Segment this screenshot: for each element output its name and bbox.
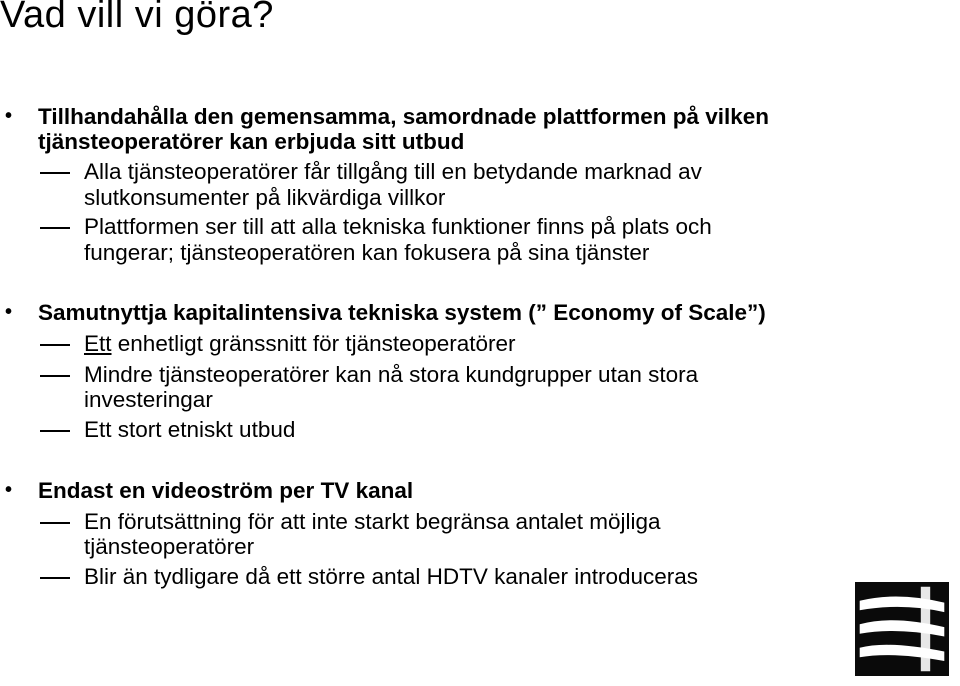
sub-bullet-line: Ett enhetligt gränssnitt för tjänsteoperatörer (0, 330, 516, 357)
sub-bullet-line: Blir än tydligare då ett större antal HDTV kanaler introduceras (0, 563, 698, 590)
sub-bullet-line-cont: tjänsteoperatörer (84, 534, 255, 559)
bullet-dot-icon: • (5, 479, 13, 501)
sub-bullet-line: Mindre tjänsteoperatörer kan nå stora kundgrupper utan stora (0, 361, 698, 388)
sub-bullet-line: En förutsättning för att inte starkt begränsa antalet möjliga (0, 508, 661, 535)
sub-bullet-line: Ett stort etniskt utbud (0, 416, 295, 443)
dash-marker-icon (40, 227, 70, 229)
sub-bullet-line-cont: slutkonsumenter på likvärdiga villkor (84, 185, 446, 210)
bullet-line: • Endast en videoström per TV kanal (5, 478, 414, 503)
slide-title: Vad vill vi göra? (0, 0, 274, 36)
bullet-line: • Samutnyttja kapitalintensiva tekniska system (” Economy of Scale”) (5, 300, 766, 325)
dash-marker-icon (40, 375, 70, 377)
dash-marker-icon (40, 577, 70, 579)
dash-marker-icon (40, 522, 70, 524)
dash-marker-icon (40, 344, 70, 346)
dash-marker-icon (40, 172, 70, 174)
dash-marker-icon (40, 430, 70, 432)
bullet-line-cont: tjänsteoperatörer kan erbjuda sitt utbud (38, 129, 465, 154)
sub-bullet-line: Plattformen ser till att alla tekniska funktioner finns på plats och (0, 213, 712, 240)
bullet-line: • Tillhandahålla den gemensamma, samordnade plattformen på vilken (5, 104, 770, 129)
company-logo-icon (854, 582, 950, 676)
sub-bullet-line: Alla tjänsteoperatörer får tillgång till en betydande marknad av (0, 158, 702, 185)
bullet-dot-icon: • (5, 105, 13, 127)
sub-bullet-line-cont: investeringar (84, 387, 213, 412)
sub-bullet-line-cont: fungerar; tjänsteoperatören kan fokusera på sina tjänster (84, 240, 650, 265)
bullet-dot-icon: • (5, 301, 13, 323)
